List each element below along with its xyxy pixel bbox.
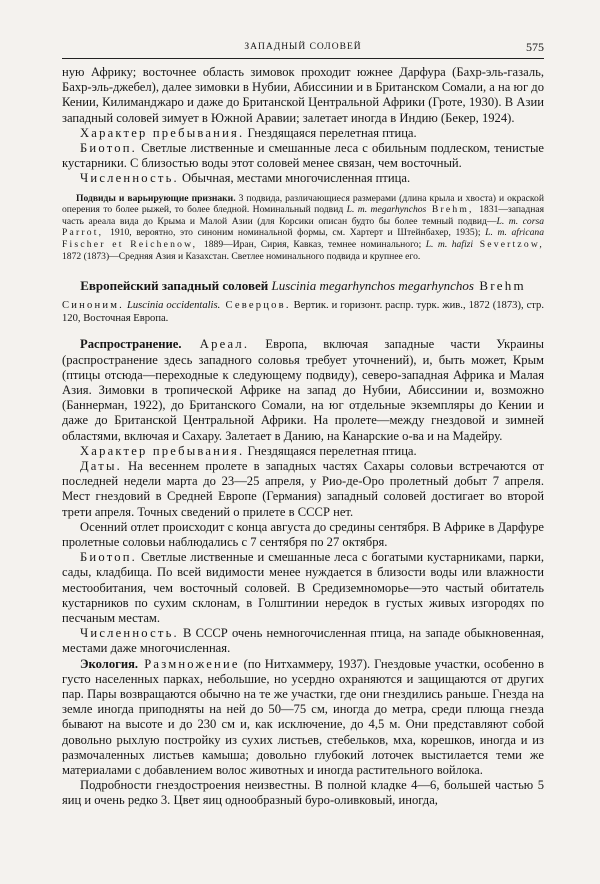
subspecies-name-1: L. m. megarhynchos <box>346 204 427 216</box>
paragraph-subspecies <box>62 193 544 263</box>
section-wintering <box>62 65 544 187</box>
paragraph-biotope-2 <box>62 550 544 626</box>
paragraph-autumn: Осенний отлет происходит с конца августа до средины сентября. В Африке в Дарфуре пролетные соловьи наблюдались с 7 сентября по 27 октября. <box>62 519 544 550</box>
paragraph-distribution <box>62 337 544 443</box>
running-head <box>62 40 544 59</box>
text-stay-type: Гнездящаяся перелетная птица. <box>244 125 417 140</box>
text-stay-type-2: Гнездящаяся перелетная птица. <box>244 443 417 458</box>
paragraph-wintering: ную Африку; восточнее область зимовок проходит южнее Дарфура (Бахр-эль-газаль, Бахр-эль-джебел), далее зимовки в Нубии, Абиссинии и в Британском Сомали, а на юг до Кении, Килиманджаро и даже до Британской Центральной Африки (Гроте, 1930). В Азии западный соловей зимует в Южной Аравии; залетает иногда в Индию (Бекер, 1924). <box>62 65 544 125</box>
subspecies-author-1: Brehm, <box>426 204 480 216</box>
label-ecology: Экология. <box>80 656 139 671</box>
paragraph-biotope <box>62 141 544 171</box>
subspecies-text-2: 1831—западная часть ареала вида до Крыма и Малой Азии (для Корсики описан будто бы более темный подвид— <box>62 204 544 227</box>
label-abundance: Численность. <box>80 171 179 186</box>
text-abundance-2: В СССР очень немногочисленная птица, на западе обыкновенная, местами даже многочисленная. <box>62 626 544 656</box>
section-subspecies <box>62 193 544 263</box>
paragraph-ecology <box>62 657 544 779</box>
label-stay-type-2: Характер пребывания. <box>80 443 245 458</box>
label-stay-type: Характер пребывания. <box>80 125 245 140</box>
species-heading-author: Brehm <box>473 278 526 294</box>
running-title: ЗАПАДНЫЙ СОЛОВЕЙ <box>244 42 362 52</box>
subspecies-text-3: 1910, вероятно, это синоним номинальной формы, см. Хартерт и Штейнбахер, 1935); <box>110 227 486 239</box>
paragraph-stay-type-2 <box>62 444 544 459</box>
subspecies-author-4: Severtzow, <box>473 239 544 250</box>
paragraph-stay-type <box>62 126 544 141</box>
text-biotope-2: Светлые лиственные и смешанные леса с богатыми кустарниками, парки, сады, кладбища. По всей видимости менее нуждается в близости воды или влажности местообитания, чем восточный соловей. В Средиземноморье—это частый обитатель кустарников по сухим склонам, в Голштинии нередок в густых живых изгородях по песчаным местам. <box>62 550 544 626</box>
paragraph-dates <box>62 459 544 520</box>
subspecies-author-3: Fischer et Reichenow, <box>62 239 204 250</box>
page-content <box>62 40 544 809</box>
paragraph-abundance <box>62 171 544 186</box>
text-ecology: (по Нитхаммеру, 1937). Гнездовые участки, особенно в густо населенных парках, небольшие, но усердно охраняются и защищаются от других пар. Пары возвращаются обычно на те же участки, где они гнездились раньше. Гнезда на земле иногда приподняты на ней до 50—75 см, иногда до метра, среди плюща гнезда бывают на высоте и до 230 см и, как исключение, до 4,5 м. Они представляют собой довольно рыхлую постройку из сухих листьев, стебельков, мха, корешков, иногда и из размочаленных листьев камыша; довольно глубокий лоточек выстилается теми же материалами с добавлением волос животных и иногда растительного войлока. <box>62 656 545 778</box>
label-area: Ареал. <box>181 337 250 352</box>
label-distribution: Распространение. <box>80 337 182 352</box>
species-heading <box>62 278 544 294</box>
paragraph-nest-details: Подробности гнездостроения неизвестны. В полной кладке 4—6, большей частью 5 яиц и очень редко 3. Цвет яиц однообразный буро-оливковый, иногда, <box>62 778 544 808</box>
subspecies-name-3: L. m. africana <box>485 227 544 239</box>
label-biotope-2: Биотоп. <box>80 550 138 565</box>
subspecies-name-2: L. m. corsa <box>496 215 544 227</box>
label-biotope: Биотоп. <box>80 141 138 156</box>
subspecies-name-4: L. m. hafizi <box>425 239 474 250</box>
subspecies-text-5: 1872 (1873)—Средняя Азия и Казахстан. Светлее номинального подвида и крупнее его. <box>62 250 421 262</box>
synonym-name: Luscinia occidentalis. <box>124 300 221 312</box>
label-synonym: Синоним. <box>62 300 124 312</box>
text-distribution: Европа, включая западные части Украины (распространение здесь западного соловья требует уточнений), и, быть может, Крым (птицы отсюда—переходные к следующему подвиду), северо-западная Африка и Малая Азия. Зимовки в тропической Африке на запад до Нубии, Абиссинии и, возможно (Баннерман, 1922), до Британского Сомали, на юг отдельные экземпляры до Кении и даже до Британской Центральной Африки. На пролете—между гнездовой и зимней областями, включая и Сахару. Залетает в Данию, на Канарские о-ва и на Мадейру. <box>62 337 544 443</box>
section-synonym <box>62 300 544 325</box>
section-distribution <box>62 337 544 808</box>
label-reproduction: Размножение <box>138 656 240 671</box>
synonym-text: Вертик. и горизонт. распр. турк. жив., 1872 (1873), стр. 120, Восточная Европа. <box>62 300 544 324</box>
page-number: 575 <box>526 40 544 54</box>
paragraph-abundance-2 <box>62 626 544 656</box>
subspecies-author-2: Parrot, <box>62 227 111 239</box>
label-subspecies: Подвиды и варьирующие признаки. <box>76 192 236 204</box>
label-dates: Даты. <box>80 459 122 473</box>
paragraph-synonym <box>62 300 544 325</box>
species-heading-latin: Luscinia megarhynchos megarhynchos <box>271 278 474 294</box>
label-abundance-2: Численность. <box>80 626 179 641</box>
synonym-author: Северцов. <box>220 300 291 312</box>
text-dates: На весеннем пролете в западных частях Сахары соловьи встречаются от последней недели марта до 23—25 апреля, у Рио-де-Оро пролетный добыт 7 апреля. Мест гнездовий в Средней Европе (Германия) западный соловей достигает во второй трети апреля. Точных сведений о прилете в СССР нет. <box>62 459 544 519</box>
subspecies-text-4: 1889—Иран, Сирия, Кавказ, темнее номинального; <box>203 239 426 250</box>
species-heading-russian: Европейский западный соловей <box>80 278 272 294</box>
text-biotope: Светлые лиственные и смешанные леса с обильным подлеском, тенистые кустарники. С близостью воды этот соловей менее связан, чем восточный. <box>62 141 544 171</box>
text-abundance: Обычная, местами многочисленная птица. <box>178 171 411 186</box>
subspecies-text-1: 3 подвида, различающиеся размерами (длина крыла и хвоста) и окраской оперения то более рыжей, то более бледной. Номинальный подвид <box>62 192 544 216</box>
